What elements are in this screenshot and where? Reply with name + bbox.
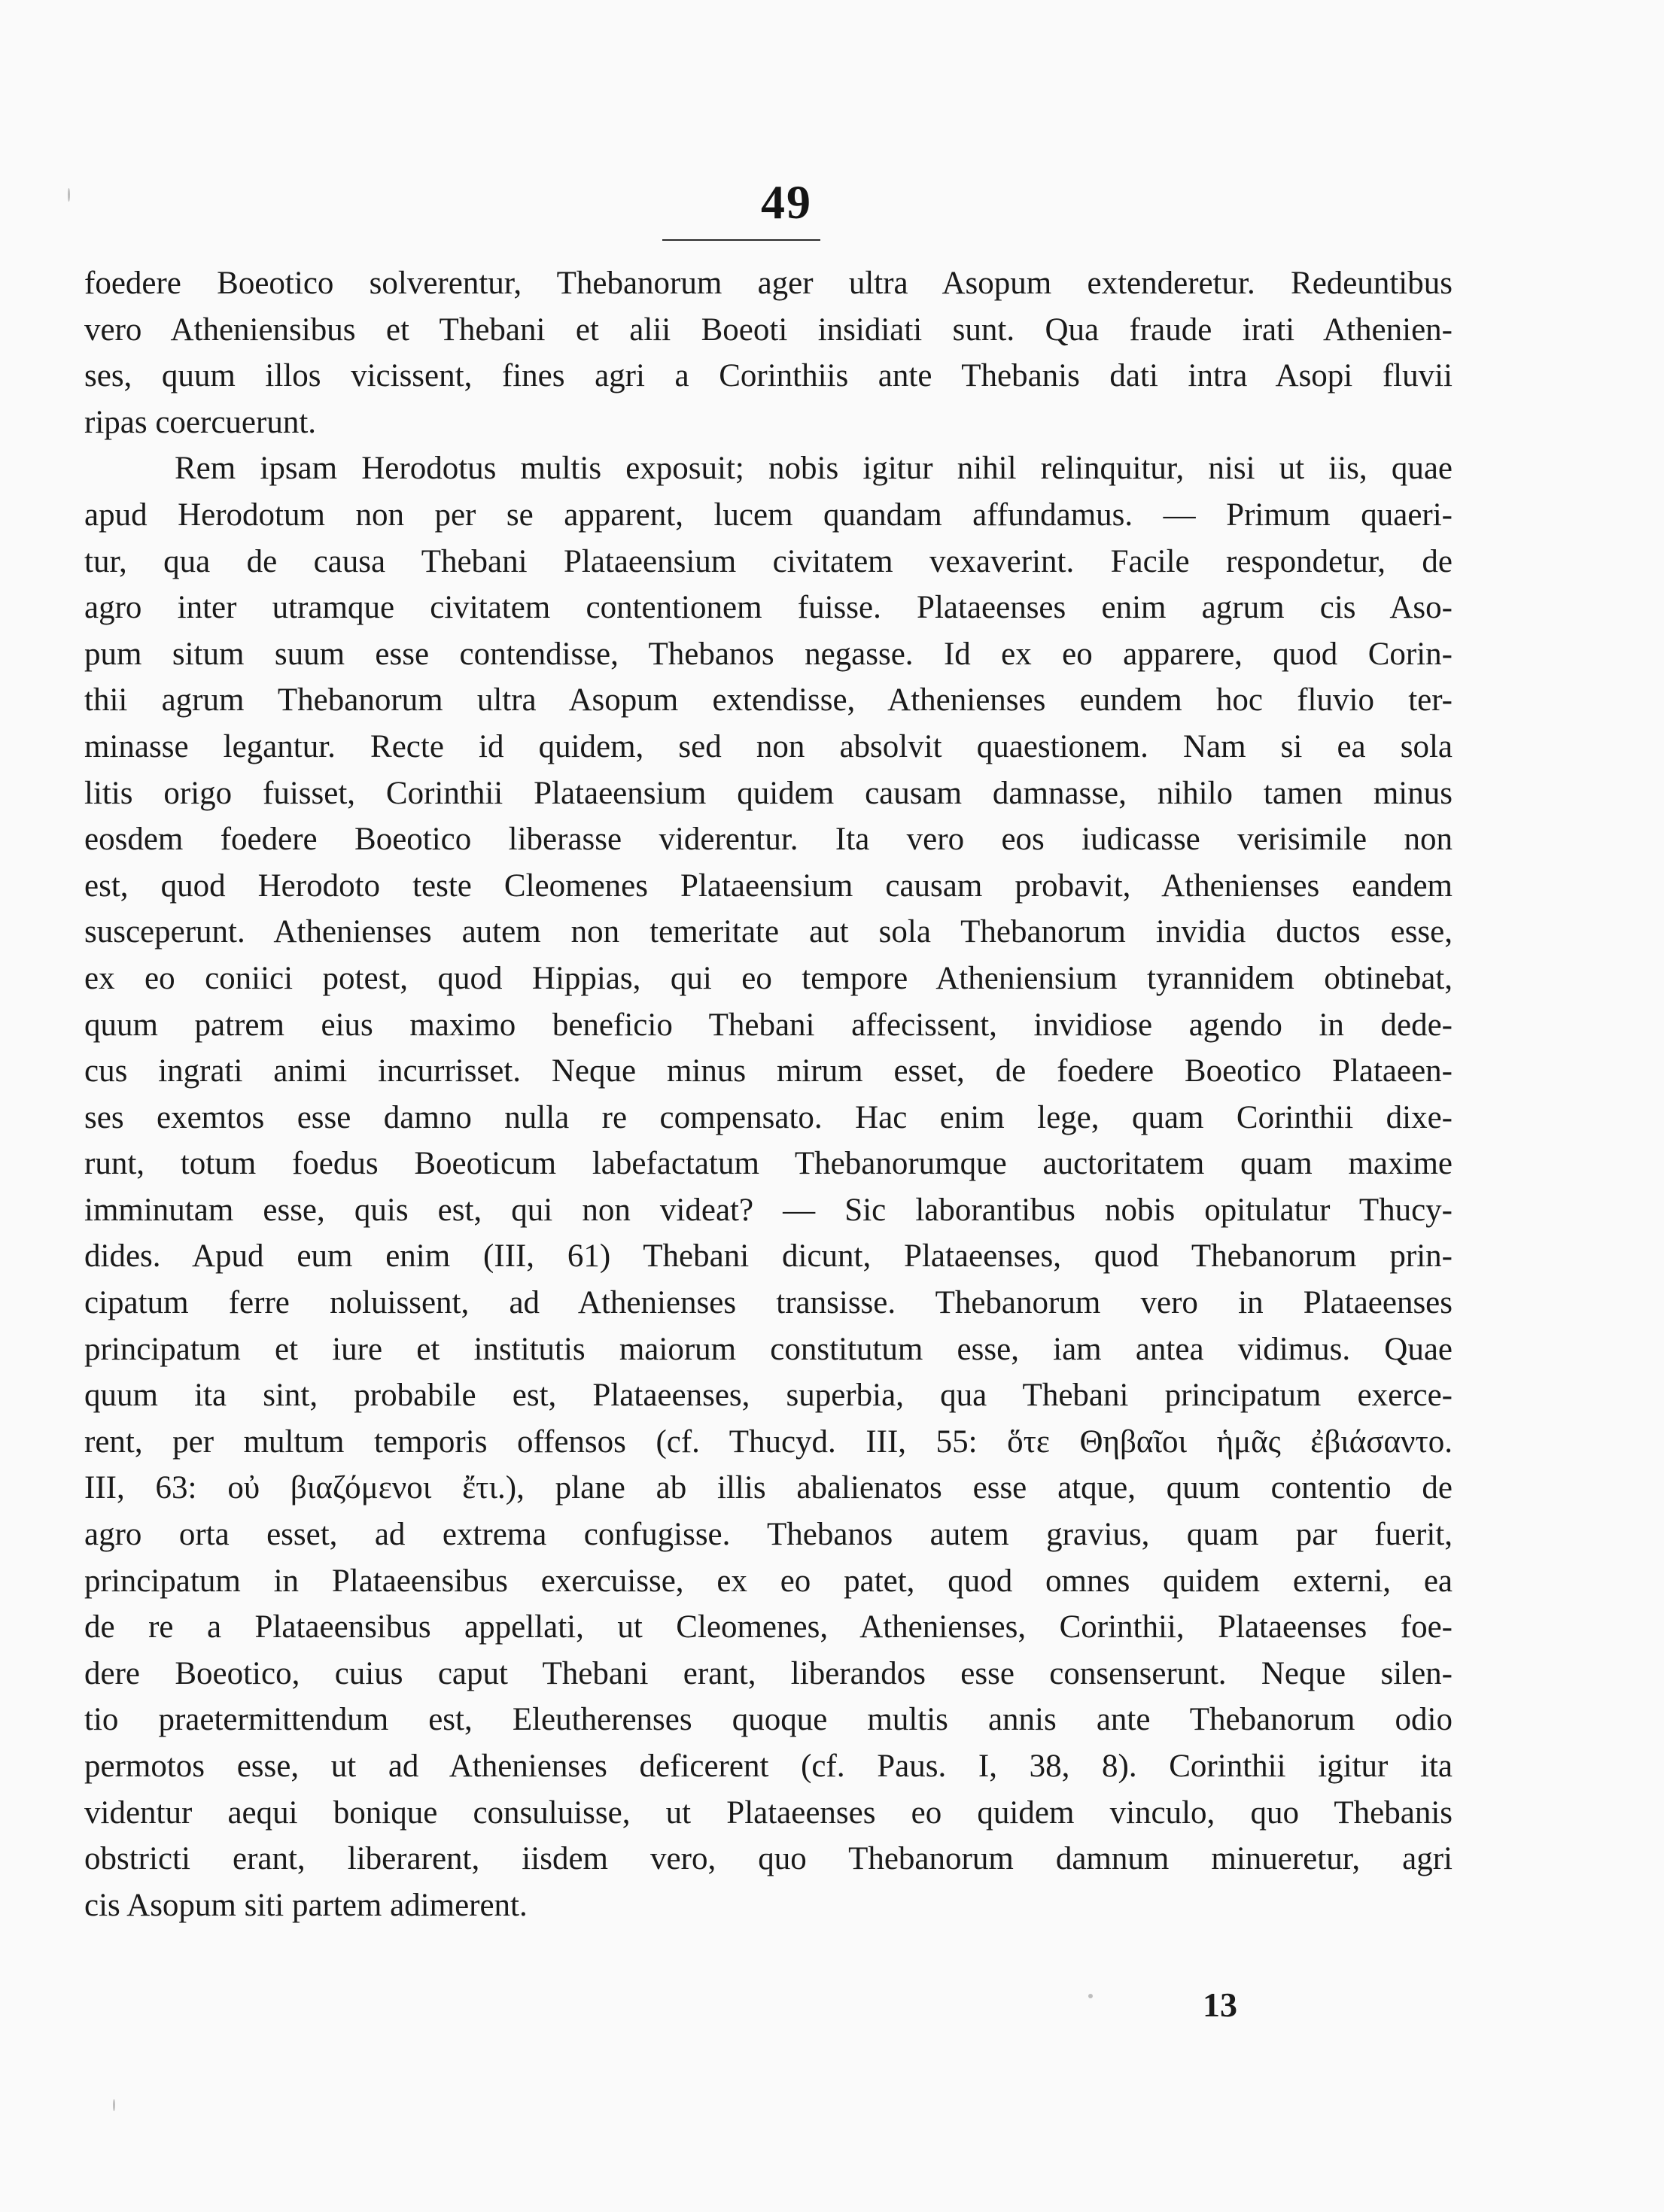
text-line: principatum in Plataeensibus exercuisse, ex eo patet, quod omnes quidem externi, ea (84, 1563, 1453, 1599)
text-line: dere Boeotico, cuius caput Thebani erant, liberandos esse consenserunt. Neque silen- (84, 1655, 1453, 1691)
text-line: susceperunt. Athenienses autem non temeritate aut sola Thebanorum invidia ductos esse, (84, 914, 1453, 950)
text-line: ses exemtos esse damno nulla re compensato. Hac enim lege, quam Corinthii dixe- (84, 1099, 1453, 1135)
text-line: est, quod Herodoto teste Cleomenes Plataeensium causam probavit, Athenienses eandem (84, 867, 1453, 904)
text-line: permotos esse, ut ad Athenienses deficerent (cf. Paus. I, 38, 8). Corinthii igitur ita (84, 1749, 1453, 1784)
text-line: vero Atheniensibus et Thebani et alii Boeoti insidiati sunt. Qua fraude irati Athenien- (84, 311, 1453, 348)
text-line: apud Herodotum non per se apparent, lucem quandam affundamus. — Primum quaeri- (84, 497, 1453, 533)
text-line: quum patrem eius maximo beneficio Thebani affecissent, invidiose agendo in dede- (84, 1007, 1453, 1043)
text-line: runt, totum foedus Boeoticum labefactatum Thebanorumque auctoritatem quam maxime (84, 1146, 1453, 1182)
text-line: agro orta esset, ad extrema confugisse. Thebanos autem gravius, quam par fuerit, (84, 1517, 1453, 1553)
text-line: ripas coercuerunt. (84, 404, 317, 440)
scan-speck (113, 2099, 115, 2111)
page-number: 49 (761, 175, 812, 229)
text-line: thii agrum Thebanorum ultra Asopum extendisse, Athenienses eundem hoc fluvio ter- (84, 682, 1453, 719)
text-line: pum situm suum esse contendisse, Thebanos negasse. Id ex eo apparere, quod Corin- (84, 636, 1453, 672)
text-line: minasse legantur. Recte id quidem, sed non absolvit quaestionem. Nam si ea sola (84, 728, 1453, 764)
text-line: ex eo coniici potest, quod Hippias, qui eo tempore Atheniensium tyrannidem obtinebat, (84, 960, 1453, 996)
scan-speck (1088, 1994, 1093, 1998)
body-text (84, 260, 1453, 1928)
text-line: quum ita sint, probabile est, Plataeenses, superbia, qua Thebani principatum exerce- (84, 1378, 1453, 1414)
text-line: agro inter utramque civitatem contentionem fuisse. Plataeenses enim agrum cis Aso- (84, 590, 1453, 626)
text-line: litis origo fuisset, Corinthii Plataeensium quidem causam damnasse, nihilo tamen minus (84, 775, 1453, 811)
text-line: Rem ipsam Herodotus multis exposuit; nobis igitur nihil relinquitur, nisi ut iis, quae (175, 451, 1453, 487)
text-line: imminutam esse, quis est, qui non videat? — Sic laborantibus nobis opitulatur Thucy- (84, 1192, 1453, 1228)
text-line: ses, quum illos vicissent, fines agri a Corinthiis ante Thebanis dati intra Asopi fluvii (84, 358, 1453, 394)
text-line: tur, qua de causa Thebani Plataeensium civitatem vexaverint. Facile respondetur, de (84, 543, 1453, 579)
text-line: cis Asopum siti partem adimerent. (84, 1887, 528, 1923)
text-line: cipatum ferre noluissent, ad Athenienses transisse. Thebanorum vero in Plataeenses (84, 1285, 1453, 1321)
text-line: de re a Plataeensibus appellati, ut Cleomenes, Athenienses, Corinthii, Plataeenses foe- (84, 1609, 1453, 1645)
text-line: eosdem foedere Boeotico liberasse viderentur. Ita vero eos iudicasse verisimile non (84, 822, 1453, 858)
signature-mark: 13 (1203, 1986, 1237, 2024)
text-line: principatum et iure et institutis maiorum constitutum esse, iam antea vidimus. Quae (84, 1331, 1453, 1367)
header-rule (662, 239, 820, 241)
text-line: cus ingrati animi incurrisset. Neque minus mirum esset, de foedere Boeotico Plataeen- (84, 1053, 1453, 1089)
text-line: obstricti erant, liberarent, iisdem vero, quo Thebanorum damnum minueretur, agri (84, 1841, 1453, 1877)
text-line: foedere Boeotico solverentur, Thebanorum ager ultra Asopum extenderetur. Redeuntibus (84, 266, 1453, 301)
scan-speck (68, 188, 70, 202)
text-line: videntur aequi bonique consuluisse, ut Plataeenses eo quidem vinculo, quo Thebanis (84, 1794, 1453, 1831)
text-line: III, 63: οὐ βιαζόμενοι ἔτι.), plane ab illis abalienatos esse atque, quum contentio de (84, 1470, 1453, 1506)
text-line: tio praetermittendum est, Eleutherenses quoque multis annis ante Thebanorum odio (84, 1702, 1453, 1738)
text-line: rent, per multum temporis offensos (cf. Thucyd. III, 55: ὅτε Θηβαῖοι ἡμᾶς ἐβιάσαντο. (84, 1424, 1453, 1460)
text-line: dides. Apud eum enim (III, 61) Thebani dicunt, Plataeenses, quod Thebanorum prin- (84, 1238, 1453, 1275)
